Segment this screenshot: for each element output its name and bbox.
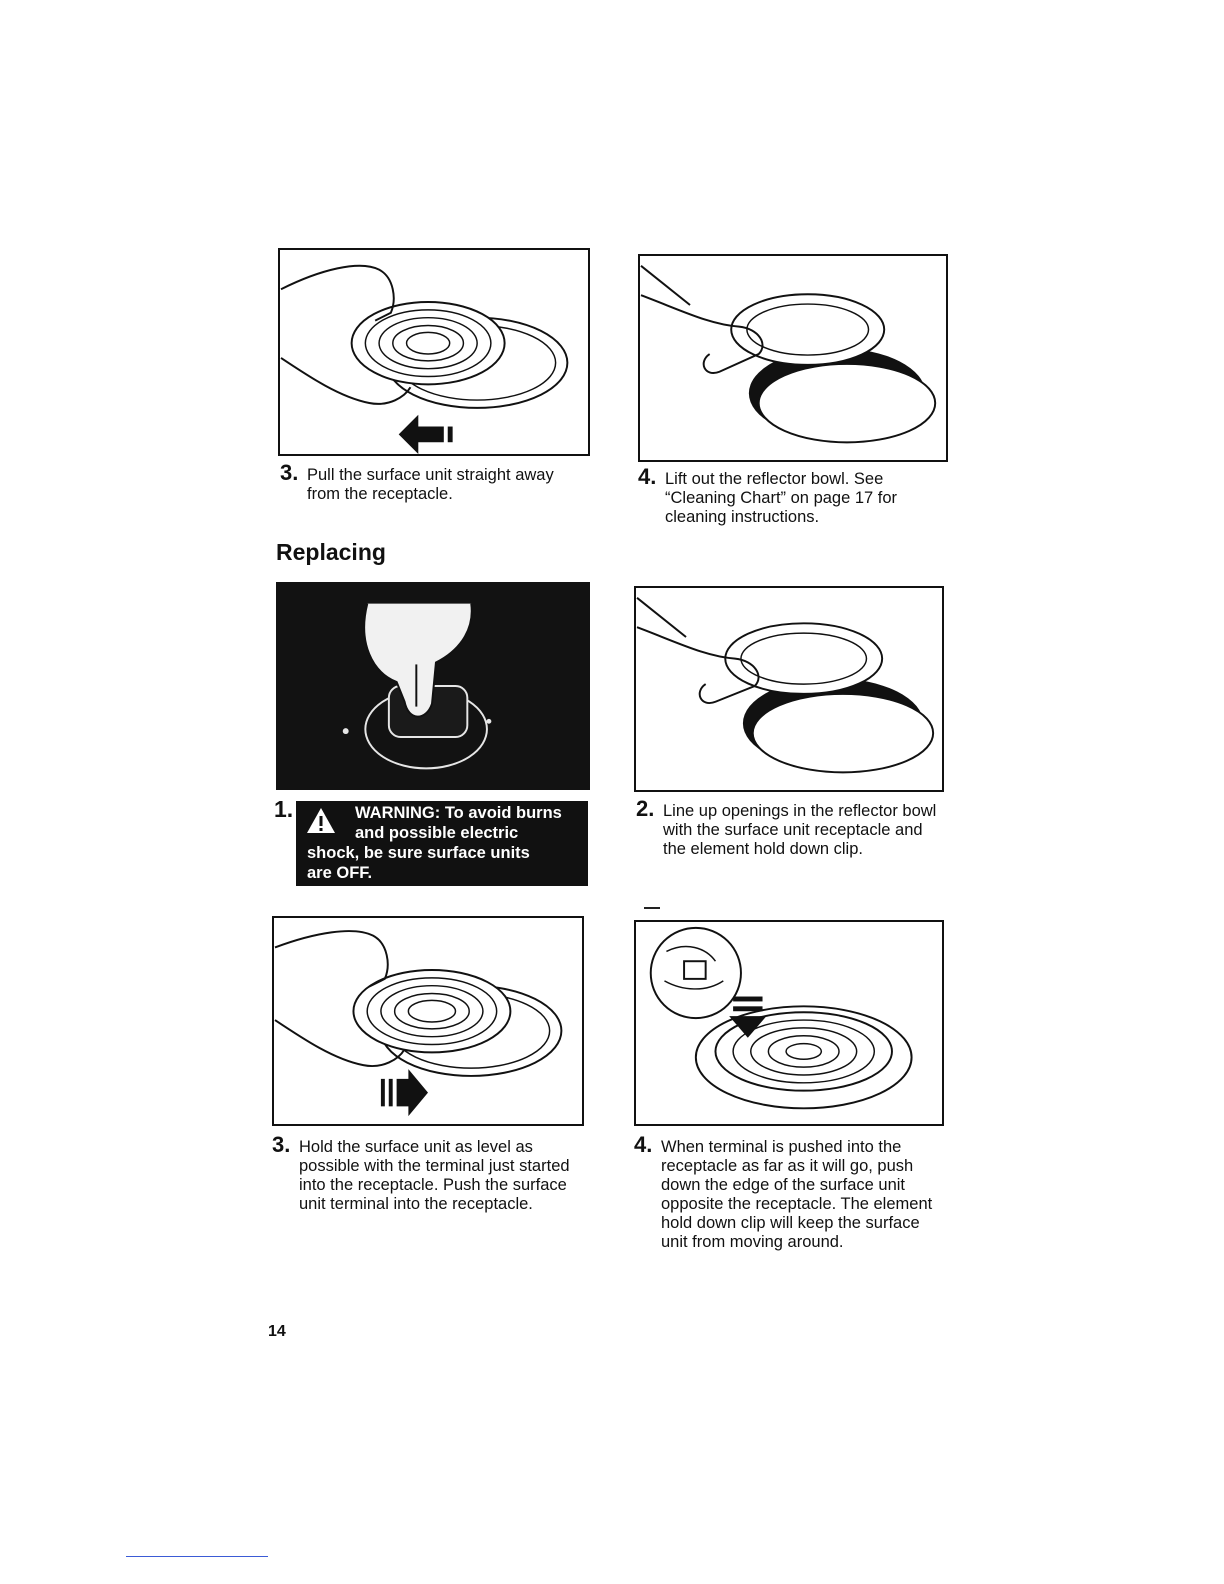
step-3-hold xyxy=(272,1132,584,1214)
warning-box xyxy=(296,801,588,886)
step-number: 3. xyxy=(280,460,299,485)
insert-unit-drawing xyxy=(274,918,582,1124)
step-number: 4. xyxy=(638,464,657,489)
step-text: When terminal is pushed into the receptacle as far as it will go, push down the edge of the surface unit opposite the receptacle. The element hold down clip will keep the surface unit from moving around. xyxy=(661,1138,933,1251)
line-up-bowl-drawing xyxy=(636,588,942,790)
illustration-insert-unit xyxy=(272,916,584,1126)
warning-triangle-icon xyxy=(306,807,336,834)
section-heading-replacing: Replacing xyxy=(276,539,386,565)
warning-step-number: 1. xyxy=(274,796,294,822)
step-number: 4. xyxy=(634,1132,653,1157)
magnify-inset xyxy=(651,928,741,1018)
step-3-pull xyxy=(280,460,590,504)
step-text: Line up openings in the reflector bowl with the surface unit receptacle and the element hold down clip. xyxy=(663,802,937,858)
pull-unit-drawing xyxy=(280,250,588,454)
warning-line: and possible electric xyxy=(355,824,519,842)
step-text: Lift out the reflector bowl. See “Cleaning Chart” on page 17 for cleaning instructions. xyxy=(665,470,898,526)
illustration-pull-unit xyxy=(278,248,590,456)
control-knob-drawing xyxy=(278,584,588,788)
footer-rule xyxy=(126,1556,268,1557)
illustration-lift-bowl xyxy=(638,254,948,462)
step-4-push xyxy=(634,1132,946,1252)
step-text: Hold the surface unit as level as possible with the terminal just started into the receptacle. Push the surface unit terminal into the receptacle. xyxy=(299,1138,570,1213)
step-number: 3. xyxy=(272,1132,291,1157)
push-terminal-drawing xyxy=(636,922,942,1124)
illustration-control-knob xyxy=(276,582,590,790)
arrow-left-icon xyxy=(399,415,444,454)
page-number: 14 xyxy=(268,1323,286,1340)
step-number: 2. xyxy=(636,796,655,821)
illustration-push-terminal xyxy=(634,920,944,1126)
arrow-right-icon xyxy=(397,1069,428,1116)
warning-line: WARNING: To avoid burns xyxy=(355,804,562,822)
warning-line: shock, be sure surface units xyxy=(307,844,530,862)
step-text: Pull the surface unit straight away from the receptacle. xyxy=(307,466,554,503)
illustration-line-up-bowl xyxy=(634,586,944,792)
decorative-dash xyxy=(644,907,660,909)
lift-bowl-drawing xyxy=(640,256,946,460)
warning-line: are OFF. xyxy=(307,864,373,882)
step-2-line-up xyxy=(636,796,946,859)
step-4-lift xyxy=(638,464,938,527)
